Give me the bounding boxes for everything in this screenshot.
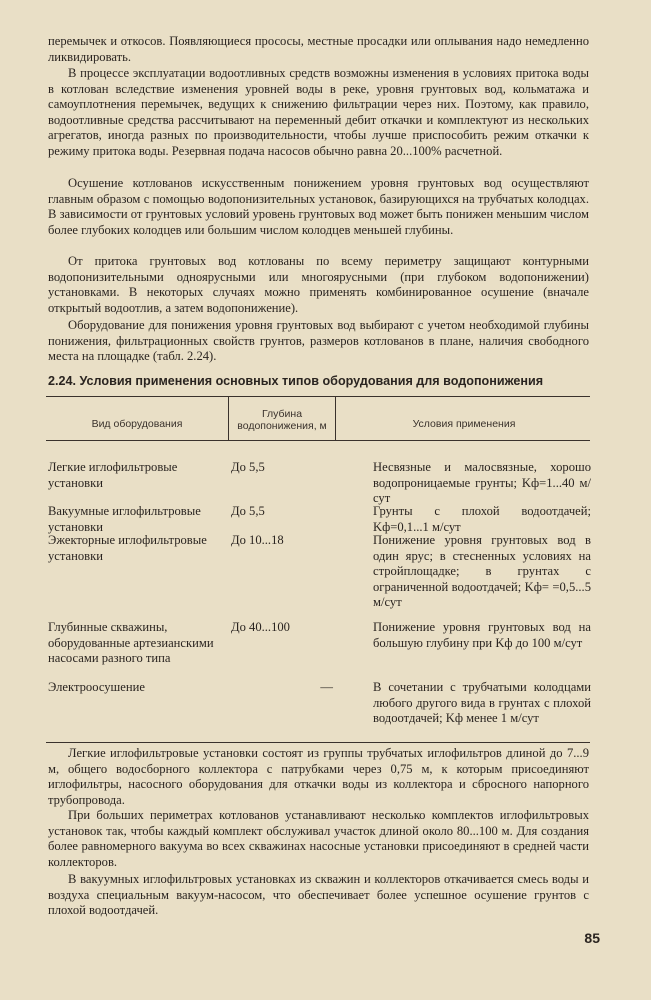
row-conditions: В сочетании с трубчатыми колодцами любого другого вида в грунтах с плохой водоотдачей; Kф менее 1 м/сут: [373, 680, 591, 726]
header-equipment-type: Вид оборудования: [91, 418, 183, 430]
row-type: Легкие иглофильтровые установки: [48, 460, 178, 490]
paragraph-equipment-selection: Оборудование для понижения уровня грунтовых вод выбирают с учетом необходимой глубины понижения, фильтрационных свойств грунтов, размеров котлованов в плане, наличия свободного места на площадке (табл. 2.24).: [48, 318, 589, 364]
row-conditions: Грунты с плохой водоотдачей; Kф=0,1...1 м/сут: [373, 504, 591, 534]
row-depth: До 40...100: [231, 620, 290, 634]
table-header-rule: [46, 440, 590, 441]
row-depth: До 5,5: [231, 460, 265, 474]
row-conditions: Несвязные и малосвязные, хорошо водопроницаемые грунты; Kф=1...40 м/сут: [373, 460, 591, 506]
paragraph-continuation: перемычек и откосов. Появляющиеся прососы, местные просадки или оплывания надо немедленно ликвидировать.: [48, 34, 589, 64]
row-depth: До 10...18: [231, 533, 284, 547]
table-bottom-rule: [46, 742, 590, 743]
row-depth: До 5,5: [231, 504, 265, 518]
header-depth: Глубина водопонижения, м: [237, 408, 327, 432]
row-type: Эжекторные иглофильтровые установки: [48, 533, 207, 563]
header-divider-1: [228, 396, 229, 440]
row-type: Электроосушение: [48, 680, 145, 694]
row-type: Глубинные скважины, оборудованные артезианскими насосами разного типа: [48, 620, 214, 666]
table-caption: 2.24. Условия применения основных типов оборудования для водопонижения: [48, 374, 544, 388]
paragraph-light-wellpoints: Легкие иглофильтровые установки состоят из группы трубчатых иглофильтров длиной до 7...9 м, общего водосборного коллектора с патрубками через 0,75 м, к которым присоединяют иглофильтры, насосного оборудования для откачки воды из коллектора и сбросного напорного трубопровода.: [48, 746, 589, 807]
paragraph-large-perimeters: При больших периметрах котлованов устанавливают несколько комплектов иглофильтровых установок так, чтобы каждый комплект обслуживал участок длиной около 80...100 м. Для создания более равномерного вакуума во всех скважинах насосные установки присоединяют в средней части коллекторов.: [48, 808, 589, 869]
row-depth: —: [320, 680, 333, 694]
row-conditions: Понижение уровня грунтовых вод на большую глубину при Kф до 100 м/сут: [373, 620, 591, 650]
row-type: Вакуумные иглофильтровые установки: [48, 504, 201, 534]
table-top-rule: [46, 396, 590, 397]
row-conditions: Понижение уровня грунтовых вод в один ярус; в стесненных условиях на стройплощадке; в грунтах с ограниченной водоотдачей; Kф= =0,5...5 м/сут: [373, 533, 591, 610]
header-conditions: Условия применения: [412, 418, 516, 430]
paragraph-perimeter-protection: От притока грунтовых вод котлованы по всему периметру защищают контурными водопонизительными одноярусными или многоярусными (при глубоком водопонижении) установками. В некоторых случаях можно применять комбинированное осушение (вначале открытый водоотлив, а затем водопонижение).: [48, 254, 589, 315]
paragraph-dewatering-operation: В процессе эксплуатации водоотливных средств возможны изменения в условиях притока воды в котлован вследствие изменения уровней воды в реке, уровня грунтовых вод, кольматажа и самоуплотнения перемычек, ведущих к снижению фильтрации через них. Поэтому, как правило, водоотливные средства рассчитывают на переменный дебит откачки и комплектуют из нескольких агрегатов, иногда разных по производительности, чтобы лучше приспособить режим откачки к режиму притока воды. Резервная подача насосов обычно равна 20...100% расчетной.: [48, 66, 589, 158]
paragraph-vacuum-wellpoints: В вакуумных иглофильтровых установках из скважин и коллекторов откачивается смесь воды и воздуха специальным вакуум-насосом, что обеспечивает более успешное осушение грунтов с плохой водоотдачей.: [48, 872, 589, 918]
page-number: 85: [584, 930, 600, 946]
header-divider-2: [335, 396, 336, 440]
paragraph-artificial-lowering: Осушение котлованов искусственным понижением уровня грунтовых вод осуществляют главным образом с помощью водопонизительных установок, базирующихся на трубчатых колодцах. В зависимости от грунтовых условий уровень грунтовых вод может быть понижен меньшим числом более глубоких колодцев или большим числом колодцев меньшей глубины.: [48, 176, 589, 237]
